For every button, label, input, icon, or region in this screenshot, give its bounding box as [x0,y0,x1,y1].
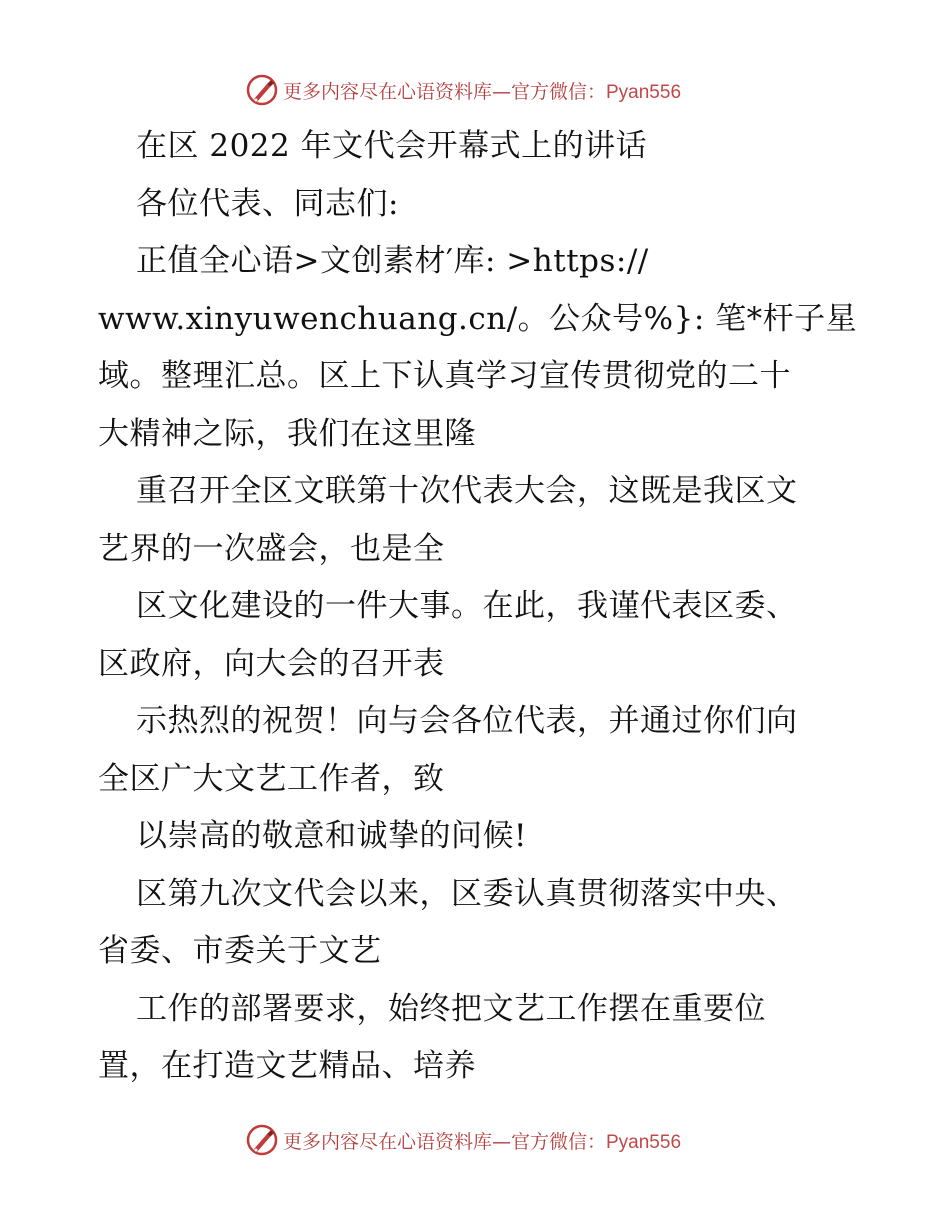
text-line: 区文化建设的一件大事。在此，我谨代表区委、 [136,588,798,624]
text-line: 大精神之际，我们在这里隆 [98,415,476,452]
text-line: 重召开全区文联第十次代表大会，这既是我区文 [136,473,798,509]
wechat-id: Pyan556 [606,81,682,103]
text-line: 区第九次文代会以来，区委认真贯彻落实中央、 [136,875,798,912]
banner-label: 更多内容尽在心语资料库—官方微信： [282,80,606,103]
text-line: 省委、市委关于文艺 [98,933,382,969]
text-line: 置，在打造文艺精品、培养 [98,1048,476,1084]
text-line: 艺界的一次盛会，也是全 [98,530,445,567]
text-line: 工作的部署要求，始终把文艺工作摆在重要位 [136,990,766,1027]
banner-label: 更多内容尽在心语资料库—官方微信： [282,1130,606,1153]
wechat-id: Pyan556 [606,1131,682,1153]
banner-text [283,77,681,104]
pen-circle-icon [245,73,279,107]
text-line: 全区广大文艺工作者，致 [98,760,445,797]
pen-circle-icon [245,1123,279,1157]
text-line: 域。整理汇总。区上下认真学习宣传贯彻党的二十 [98,358,791,394]
document-title: 在区 2022 年文代会开幕式上的讲话 [136,128,648,164]
text-line: 正值全心语>文创素材′库: >https:// [136,243,649,279]
text-line: 示热烈的祝贺！向与会各位代表，并通过你们向 [136,703,798,739]
header-watermark-banner [0,70,950,110]
salutation: 各位代表、同志们: [136,185,399,222]
text-line: 以崇高的敬意和诚挚的问候! [136,818,527,854]
document-body [98,118,858,1096]
footer-watermark-banner [0,1120,950,1160]
banner-text [283,1127,681,1154]
text-line: 区政府，向大会的召开表 [98,645,445,682]
text-line: www.xinyuwenchuang.cn/。公众号%}: 笔*杆子星 [98,300,858,337]
